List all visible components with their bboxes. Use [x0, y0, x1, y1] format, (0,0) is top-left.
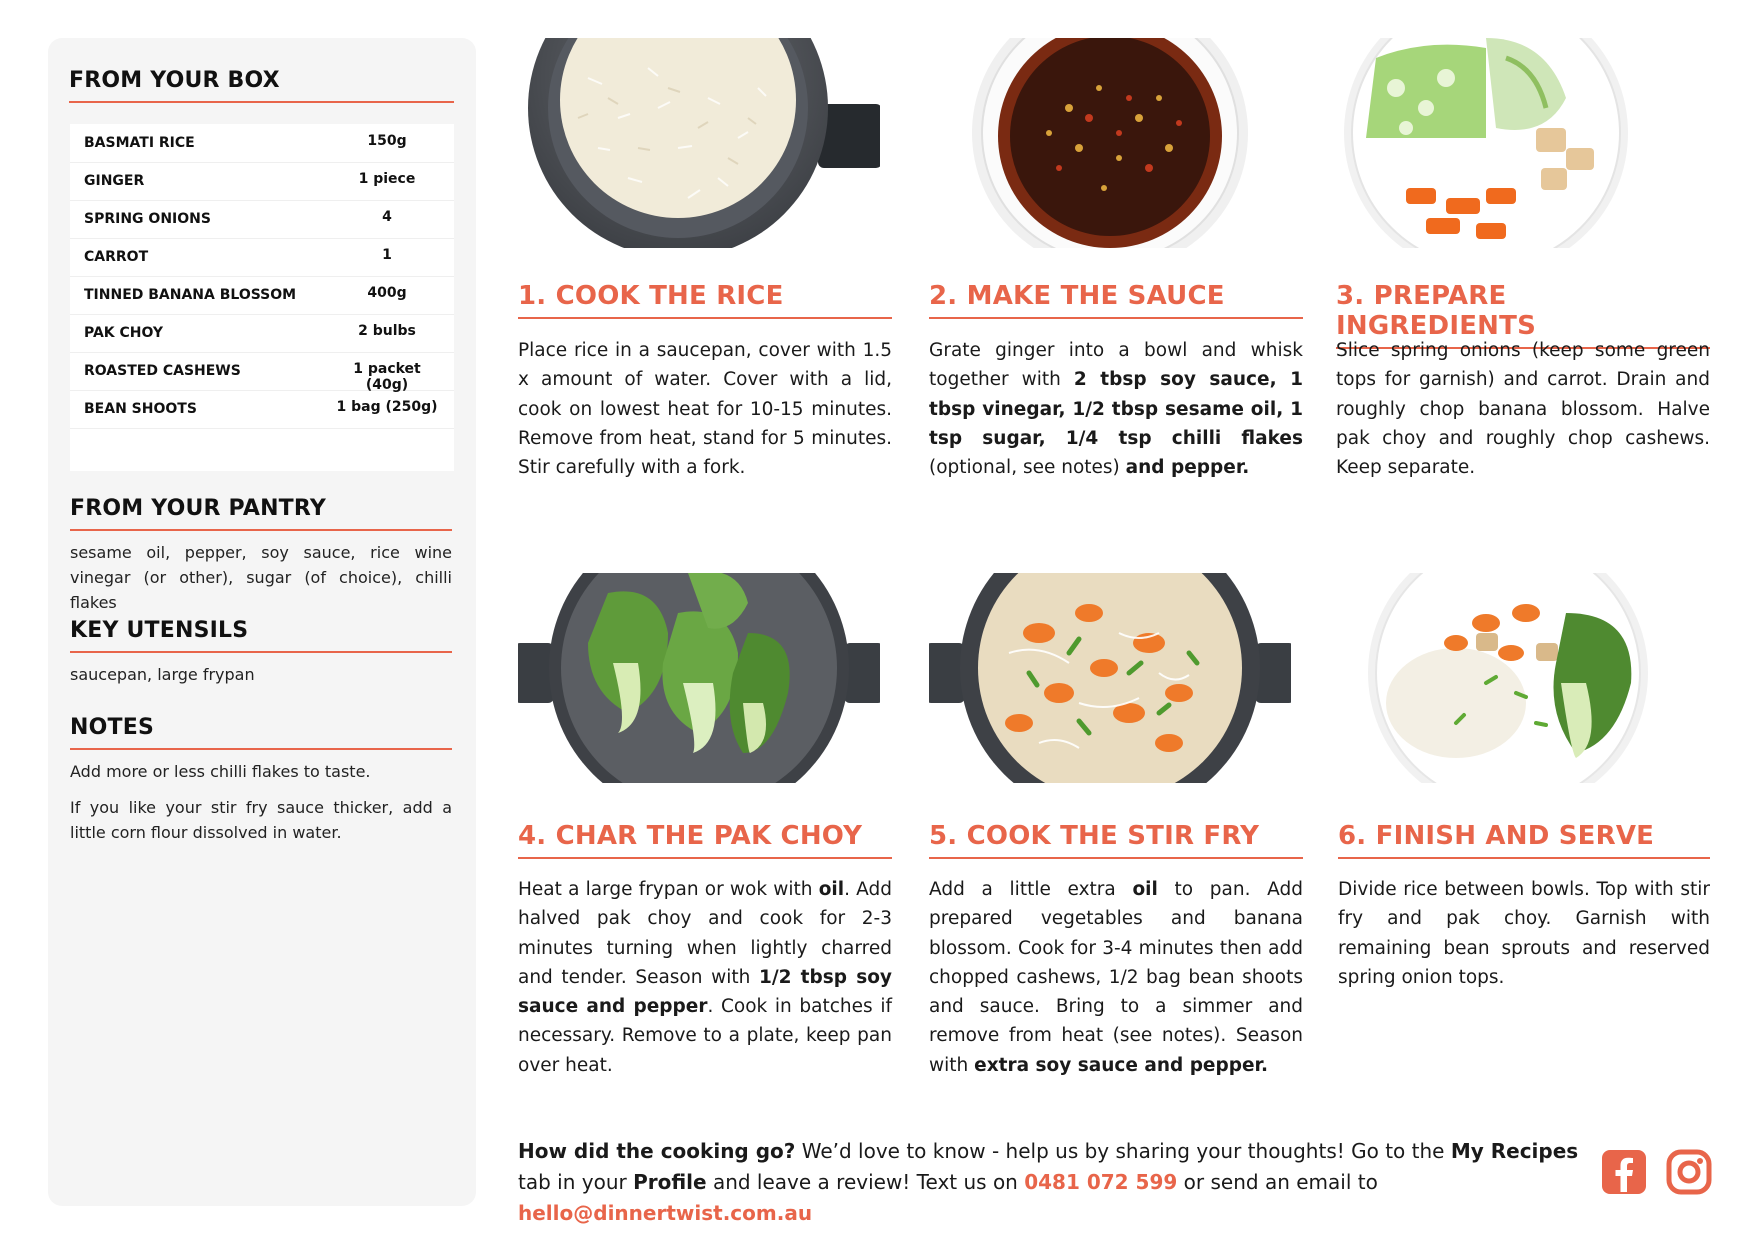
ingredient-qty: 1 piece: [358, 171, 416, 187]
ingredient-qty: 4: [382, 209, 392, 225]
step-text: Add a little extra: [929, 879, 1133, 900]
ingredient-name: CARROT: [84, 249, 149, 265]
from-your-pantry-title: FROM YOUR PANTRY: [70, 496, 452, 531]
note-item: If you like your stir fry sauce thicker, add a little corn flour dissolved in water.: [70, 798, 452, 842]
step-text: to pan. Add prepared vegetables and banana blossom. Cook for 3-4 minutes then add chopped cashews, 1/2 bag bean shoots and sauce. Bring to a simmer and remove from heat (see notes). Season with: [929, 879, 1303, 1076]
step-2-title: 2. MAKE THE SAUCE: [929, 281, 1303, 319]
step-3-photo: [1336, 38, 1698, 248]
step-1-photo: [518, 38, 880, 248]
step-text: Place rice in a saucepan, cover with 1.5 x amount of water. Cover with a lid, cook on lowest heat for 10-15 minutes. Remove from heat, stand for 5 minutes. Stir carefully with a fork.: [518, 340, 892, 479]
ingredient-qty: 1: [382, 247, 392, 263]
table-row: [70, 124, 454, 163]
step-text: Divide rice between bowls. Top with stir fry and pak choy. Garnish with remaining bean sprouts and reserved spring onion tops.: [1338, 879, 1710, 988]
pantry-list: sesame oil, pepper, soy sauce, rice wine vinegar (or other), sugar (of choice), chilli flakes: [70, 543, 452, 612]
step-text-bold: oil: [1132, 879, 1158, 900]
instagram-icon[interactable]: [1665, 1148, 1713, 1196]
ingredient-qty: 1 packet (40g): [353, 361, 421, 393]
ingredient-qty: 1 bag (250g): [336, 399, 438, 415]
footer-text-3: and leave a review! Text us on: [706, 1170, 1025, 1194]
table-row: [70, 352, 454, 391]
step-3-body: [1336, 336, 1710, 482]
from-your-box-title: FROM YOUR BOX: [69, 68, 454, 103]
ingredient-name: PAK CHOY: [84, 325, 164, 341]
step-6-photo: [1336, 573, 1698, 783]
table-row: [70, 390, 454, 429]
ingredient-qty: 2 bulbs: [358, 323, 416, 339]
footer-text-2: tab in your: [518, 1170, 634, 1194]
step-text-bold: and pepper.: [1125, 457, 1250, 479]
sidebar-panel: [48, 38, 476, 1206]
step-5-body: [929, 875, 1303, 1080]
step-4-title: 4. CHAR THE PAK CHOY: [518, 821, 892, 859]
step-4-photo: [518, 573, 880, 783]
ingredient-name: TINNED BANANA BLOSSOM: [84, 287, 297, 303]
step-text-bold: oil: [818, 879, 845, 900]
step-6-title: 6. FINISH AND SERVE: [1338, 821, 1710, 859]
ingredient-name: SPRING ONIONS: [84, 211, 211, 227]
email-link[interactable]: hello@dinnertwist.com.au: [518, 1201, 813, 1225]
ingredients-table: [70, 124, 454, 471]
step-1-title: 1. COOK THE RICE: [518, 281, 892, 319]
footer-question: How did the cooking go?: [518, 1139, 796, 1163]
ingredient-name: GINGER: [84, 173, 145, 189]
table-row: [70, 314, 454, 353]
step-4-body: [518, 875, 892, 1080]
step-1-body: [518, 336, 892, 482]
my-recipes-link[interactable]: My Recipes: [1450, 1139, 1579, 1163]
step-text: Heat a large frypan or wok with: [518, 879, 819, 900]
feedback-footer: [518, 1136, 1598, 1229]
footer-text-4: or send an email to: [1177, 1170, 1378, 1194]
ingredient-name: BASMATI RICE: [84, 135, 195, 151]
step-text: Slice spring onions (keep some green tops for garnish) and carrot. Drain and roughly chop banana blossom. Halve pak choy and roughly chop cashews. Keep separate.: [1336, 340, 1710, 479]
ingredient-name: BEAN SHOOTS: [84, 401, 197, 417]
key-utensils-title: KEY UTENSILS: [70, 618, 452, 653]
footer-text-1: We’d love to know - help us by sharing your thoughts! Go to the: [795, 1139, 1451, 1163]
step-text-bold: 2 tbsp soy sauce, 1 tbsp vinegar, 1/2 tbsp sesame oil, 1 tsp sugar, 1/4 tsp chilli flakes: [929, 369, 1303, 449]
step-text: (optional, see notes): [929, 457, 1126, 479]
profile-link[interactable]: Profile: [633, 1170, 707, 1194]
ingredient-qty: 150g: [367, 133, 407, 149]
step-text-bold: 1/2 tbsp soy sauce and pepper: [518, 966, 892, 1018]
ingredient-qty: 400g: [367, 285, 407, 301]
phone-link[interactable]: 0481 072 599: [1024, 1170, 1178, 1194]
facebook-icon[interactable]: [1600, 1148, 1648, 1196]
step-2-photo: [929, 38, 1291, 248]
step-3-title: 3. PREPARE INGREDIENTS: [1336, 281, 1710, 349]
table-row: [70, 162, 454, 201]
ingredient-name: ROASTED CASHEWS: [84, 363, 241, 379]
step-5-photo: [929, 573, 1291, 783]
step-2-body: [929, 336, 1303, 482]
table-row: [70, 200, 454, 239]
step-text: . Add halved pak choy and cook for 2-3 minutes turning when lightly charred and tender. Season with: [518, 879, 893, 988]
step-5-title: 5. COOK THE STIR FRY: [929, 821, 1303, 859]
utensils-list: saucepan, large frypan: [70, 665, 255, 684]
table-row: [70, 276, 454, 315]
step-text: . Cook in batches if necessary. Remove to a plate, keep pan over heat.: [518, 996, 892, 1076]
note-item: Add more or less chilli flakes to taste.: [70, 762, 371, 781]
step-text: Grate ginger into a bowl and whisk together with: [929, 340, 1303, 391]
step-6-body: [1338, 875, 1710, 992]
notes-title: NOTES: [70, 715, 452, 750]
step-text-bold: extra soy sauce and pepper.: [974, 1054, 1269, 1076]
table-row: [70, 238, 454, 277]
